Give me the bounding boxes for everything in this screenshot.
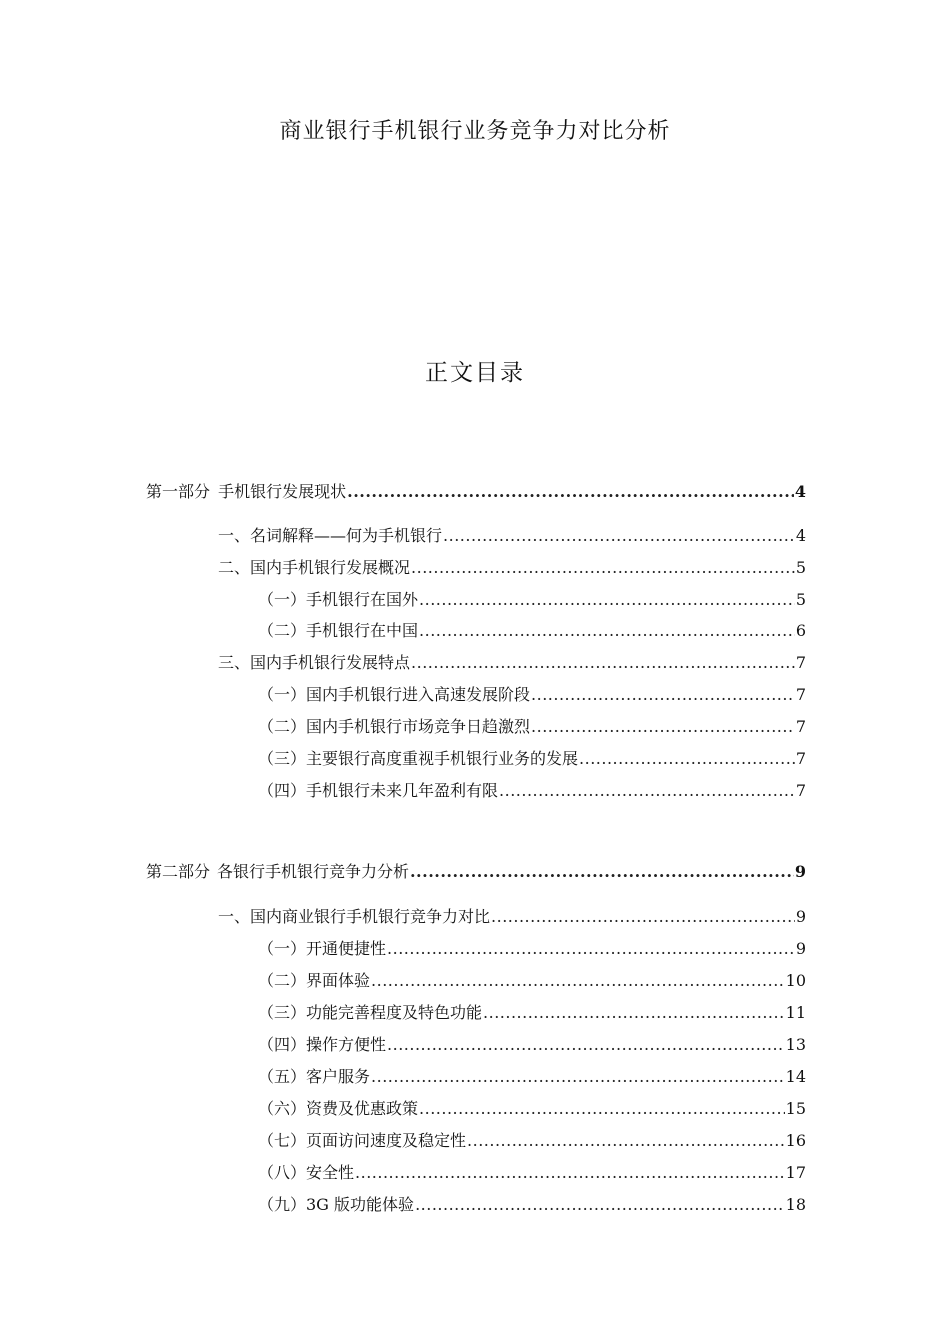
toc-entry[interactable]	[258, 1130, 806, 1152]
toc-page-number: 15	[785, 1099, 806, 1118]
toc-entry-text: （八）安全性	[258, 1163, 355, 1182]
toc-page-number: 10	[785, 971, 806, 990]
toc-entry-text: 一、名词解释——何为手机银行	[218, 526, 443, 545]
toc-leader-dots	[415, 1194, 785, 1216]
toc-part-title: 各银行手机银行竞争力分析	[216, 862, 409, 881]
toc-leader-dots	[347, 481, 794, 503]
toc-entry[interactable]	[258, 1066, 806, 1088]
toc-part-1[interactable]	[146, 481, 806, 503]
toc-page-number: 7	[795, 717, 806, 736]
toc-leader-dots	[531, 684, 795, 706]
toc-entry-text: （五）客户服务	[258, 1067, 371, 1086]
toc-leader-dots	[419, 620, 795, 642]
toc-entry-text: （二）国内手机银行市场竞争日趋激烈	[258, 717, 531, 736]
toc-leader-dots	[387, 1034, 785, 1056]
toc-entry[interactable]	[218, 557, 806, 579]
toc-entry[interactable]	[218, 652, 806, 674]
toc-entry[interactable]	[258, 938, 806, 960]
toc-leader-dots	[579, 748, 795, 770]
toc-entry[interactable]	[258, 684, 806, 706]
toc-leader-dots	[371, 1066, 785, 1088]
toc-page-number: 5	[795, 590, 806, 609]
toc-page-number: 5	[795, 558, 806, 577]
toc-page-number: 4	[794, 482, 806, 501]
document-title: 商业银行手机银行业务竞争力对比分析	[279, 119, 671, 144]
toc-entry-text: （一）国内手机银行进入高速发展阶段	[258, 685, 531, 704]
toc-leader-dots	[483, 1002, 785, 1024]
toc-part-label: 第一部分	[146, 482, 211, 501]
toc-entry-text: （六）资费及优惠政策	[258, 1099, 419, 1118]
toc-page-number: 7	[795, 749, 806, 768]
toc-entry[interactable]	[218, 906, 806, 928]
toc-entry[interactable]	[258, 970, 806, 992]
toc-page-number: 18	[785, 1195, 806, 1214]
toc-entry[interactable]	[258, 748, 806, 770]
toc-entry-text: （二）界面体验	[258, 971, 371, 990]
toc-page-number: 9	[795, 939, 806, 958]
toc-entry-text: （四）操作方便性	[258, 1035, 387, 1054]
toc-page-number: 4	[795, 526, 806, 545]
toc-part-2[interactable]	[146, 861, 806, 883]
toc-page-number: 9	[795, 907, 806, 926]
toc-leader-dots	[419, 1098, 785, 1120]
toc-leader-dots	[419, 589, 795, 611]
toc-entry[interactable]	[258, 780, 806, 802]
toc-entry[interactable]	[258, 1194, 806, 1216]
toc-leader-dots	[410, 861, 794, 883]
toc-page-number: 7	[795, 685, 806, 704]
toc-page-number: 17	[785, 1163, 806, 1182]
toc-entry-text: （一）手机银行在国外	[258, 590, 419, 609]
toc-entry-text: 三、国内手机银行发展特点	[218, 653, 411, 672]
toc-page-number: 14	[785, 1067, 806, 1086]
toc-page-number: 13	[785, 1035, 806, 1054]
toc-page-number: 7	[795, 653, 806, 672]
toc-entry-text: （四）手机银行未来几年盈利有限	[258, 781, 499, 800]
toc-entry[interactable]	[258, 1162, 806, 1184]
toc-entry-text: （三）功能完善程度及特色功能	[258, 1003, 483, 1022]
toc-entry-text: （一）开通便捷性	[258, 939, 387, 958]
toc-leader-dots	[499, 780, 795, 802]
toc-entry-text: 一、国内商业银行手机银行竞争力对比	[218, 907, 491, 926]
toc-part-label: 第二部分	[146, 862, 211, 881]
toc-leader-dots	[371, 970, 785, 992]
toc-entry[interactable]	[258, 589, 806, 611]
toc-page-number: 16	[785, 1131, 806, 1150]
toc-entry-text: （七）页面访问速度及稳定性	[258, 1131, 467, 1150]
toc-entry[interactable]	[218, 525, 806, 547]
toc-entry[interactable]	[258, 716, 806, 738]
toc-entry-text: （三）主要银行高度重视手机银行业务的发展	[258, 749, 579, 768]
toc-leader-dots	[443, 525, 795, 547]
toc-leader-dots	[531, 716, 795, 738]
toc-leader-dots	[467, 1130, 785, 1152]
toc-leader-dots	[355, 1162, 785, 1184]
toc-page-number: 11	[785, 1003, 806, 1022]
toc-entry[interactable]	[258, 1098, 806, 1120]
toc-entry-text: 二、国内手机银行发展概况	[218, 558, 411, 577]
toc-entry[interactable]	[258, 1002, 806, 1024]
toc-leader-dots	[411, 557, 795, 579]
toc-leader-dots	[387, 938, 795, 960]
toc-page-number: 7	[795, 781, 806, 800]
toc-page-number: 6	[795, 621, 806, 640]
toc-entry[interactable]	[258, 620, 806, 642]
toc-leader-dots	[411, 652, 795, 674]
toc-entry[interactable]	[258, 1034, 806, 1056]
toc-heading: 正文目录	[425, 360, 525, 386]
toc-page-number: 9	[794, 862, 806, 881]
toc-entry-text: （九）3G 版功能体验	[258, 1195, 415, 1214]
toc-leader-dots	[491, 906, 795, 928]
toc-entry-text: （二）手机银行在中国	[258, 621, 419, 640]
toc-part-title: 手机银行发展现状	[218, 482, 347, 501]
